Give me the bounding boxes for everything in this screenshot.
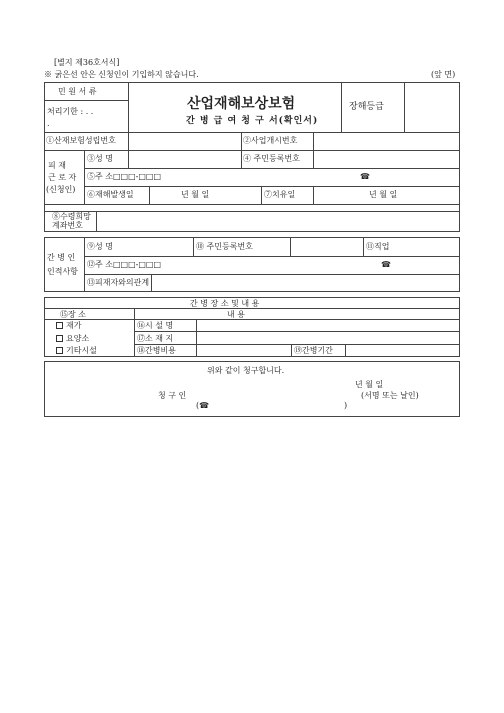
cure-date-value: 년 월 일 xyxy=(369,190,398,199)
care-header: 간 병 장 소 및 내 용 xyxy=(190,299,260,308)
caregiver-name-label: ⑨성 명 xyxy=(87,242,113,251)
cure-date-label: ⑦치유일 xyxy=(264,190,296,199)
injury-date-value: 년 월 일 xyxy=(181,190,210,199)
worker-label-2: 근 로 자 xyxy=(48,173,77,182)
caregiver-job-label: ⑪직업 xyxy=(366,242,390,251)
claim-phone-close: ) xyxy=(344,401,348,410)
option-care-facility[interactable]: 요양소 xyxy=(56,335,89,343)
sign-label: (서명 또는 날인) xyxy=(361,391,419,400)
claim-phone-open: (☎ xyxy=(196,401,210,410)
deadline-label: 처리기한 : . . xyxy=(47,107,94,116)
insurance-no-label: ①산재보험성립번호 xyxy=(46,136,116,145)
other-facility-checkbox[interactable] xyxy=(56,347,63,354)
care-content-label: 내 용 xyxy=(227,310,245,319)
home-checkbox[interactable] xyxy=(56,322,63,329)
worker-label-3: (신청인) xyxy=(46,185,76,194)
claimant-label: 청 구 인 xyxy=(158,391,187,400)
worker-resident-no-label: ④ 주민등록번호 xyxy=(243,154,300,163)
claim-date: 년 월 일 xyxy=(355,380,384,389)
form-title: 산업재해보상보험 xyxy=(187,96,296,112)
option-home[interactable]: 재가 xyxy=(56,322,81,330)
relation-label: ⑬피재자와의관계 xyxy=(87,278,150,287)
account-label-1: ⑧수령희망 xyxy=(52,212,91,221)
form-subtitle: 간 병 급 여 청 구 서(확인서) xyxy=(186,116,319,126)
instruction-note: ※ 굵은선 안은 신청인이 기입하지 않습니다. xyxy=(44,70,199,79)
deadline-dot: . xyxy=(47,119,50,128)
caregiver-label-1: 간 병 인 xyxy=(47,253,76,262)
worker-label-1: 피 재 xyxy=(48,161,66,170)
form-number: [별지 제36호서식] xyxy=(54,58,120,67)
care-place-label: ⑮장 소 xyxy=(60,310,86,319)
caregiver-address-label: ⑫주 소□□□-□□□ xyxy=(87,260,162,269)
facility-name-label: ⑯시 설 명 xyxy=(137,321,174,330)
option-other-facility[interactable]: 기타시설 xyxy=(56,347,97,355)
facility-location-label: ⑰소 재 지 xyxy=(137,334,174,343)
caregiver-phone-icon: ☎ xyxy=(381,260,391,269)
claim-statement: 위와 같이 청구합니다. xyxy=(207,366,285,375)
injury-date-label: ⑥재해발생일 xyxy=(87,190,134,199)
caregiver-resident-no-label: ⑩ 주민등록번호 xyxy=(196,242,253,251)
caregiver-label-2: 인적사항 xyxy=(47,267,78,276)
account-section xyxy=(44,211,460,232)
business-no-label: ②사업개시번호 xyxy=(243,136,298,145)
care-cost-label: ⑱간병비용 xyxy=(137,346,176,355)
worker-name-label: ③성 명 xyxy=(87,154,113,163)
worker-phone-icon: ☎ xyxy=(360,172,370,181)
civil-doc-label: 민 원 서 류 xyxy=(58,87,97,96)
page-side-label: (앞 면) xyxy=(431,70,456,79)
care-facility-checkbox[interactable] xyxy=(56,335,63,342)
account-label-2: 계좌번호 xyxy=(52,221,83,230)
care-period-label: ⑲간병기간 xyxy=(294,346,333,355)
worker-address-label: ⑤주 소□□□-□□□ xyxy=(87,172,162,181)
disability-grade-label: 장해등급 xyxy=(349,102,384,112)
